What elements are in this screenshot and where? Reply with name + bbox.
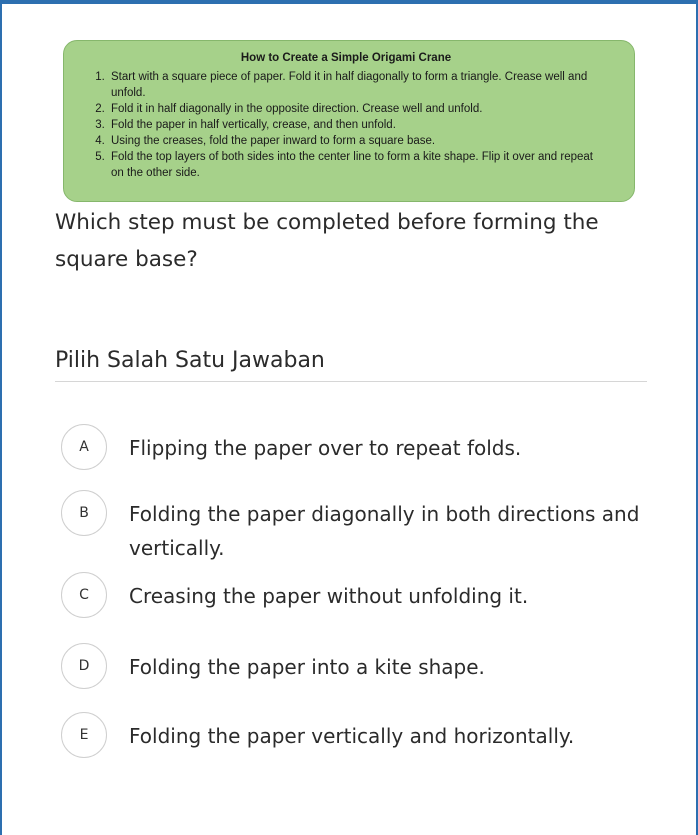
option-text[interactable]: Folding the paper into a kite shape. — [129, 655, 485, 679]
frame-left-border — [0, 0, 2, 835]
option-text[interactable]: Flipping the paper over to repeat folds. — [129, 436, 522, 460]
instructions-title: How to Create a Simple Origami Crane — [240, 52, 452, 64]
option-letter-badge[interactable]: B — [61, 490, 107, 536]
answer-section-title: Pilih Salah Satu Jawaban — [55, 348, 325, 373]
question-text: Which step must be completed before forming the square base? — [55, 210, 599, 272]
option-letter-badge[interactable]: C — [61, 572, 107, 618]
instruction-step: 4. Using the creases, fold the paper inward to form a square base. — [108, 133, 606, 149]
option-letter-badge[interactable]: D — [61, 643, 107, 689]
instruction-step: 5. Fold the top layers of both sides into the center line to form a kite shape. Flip it over and repeat on the other side. — [108, 149, 606, 181]
option-letter-badge[interactable]: E — [61, 712, 107, 758]
section-divider — [55, 381, 647, 382]
instructions-card — [63, 40, 635, 202]
instructions-steps — [86, 69, 606, 181]
instruction-step: 2. Fold it in half diagonally in the opposite direction. Crease well and unfold. — [108, 101, 606, 117]
instruction-step: 3. Fold the paper in half vertically, crease, and then unfold. — [108, 117, 606, 133]
frame-top-border — [0, 0, 698, 4]
option-letter-badge[interactable]: A — [61, 424, 107, 470]
option-text[interactable]: Folding the paper vertically and horizontally. — [129, 724, 575, 748]
instruction-step: 1. Start with a square piece of paper. Fold it in half diagonally to form a triangle. Crease well and unfold. — [108, 69, 606, 101]
option-text[interactable]: Creasing the paper without unfolding it. — [129, 584, 529, 608]
option-text[interactable]: Folding the paper diagonally in both directions and vertically. — [129, 502, 640, 560]
